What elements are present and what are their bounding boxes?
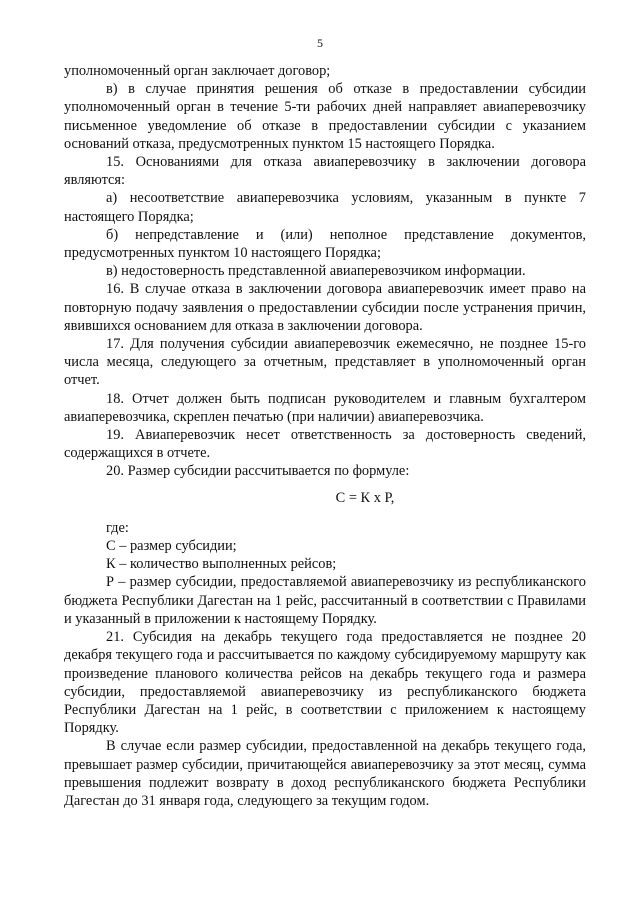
paragraph-15: 15. Основаниями для отказа авиаперевозчику в заключении договора являются: xyxy=(64,154,586,189)
paragraph-14v: в) в случае принятия решения об отказе в предоставлении субсидии уполномоченный орган в течение 5-ти рабочих дней направляет авиаперевозчику письменное уведомление об отказе в предоставлении субсидии с указанием оснований отказа, предусмотренных пунктом 15 настоящего Порядка. xyxy=(64,81,586,152)
paragraph-21: 21. Субсидия на декабрь текущего года предоставляется не позднее 20 декабря текущего года и рассчитывается по каждому субсидируемому маршруту как произведение планового количества рейсов на декабрь текущего года и размера субсидии, предоставляемой авиаперевозчику из республиканского бюджета Республики Дагестан на 1 рейс, в соответствии с приложением к настоящему Порядку. xyxy=(64,629,586,737)
paragraph-20: 20. Размер субсидии рассчитывается по формуле: xyxy=(106,463,410,480)
paragraph-16: 16. В случае отказа в заключении договора авиаперевозчик имеет право на повторную подачу заявления о предоставлении субсидии после устранения причин, явившихся основанием для отказа в заключении договора. xyxy=(64,281,586,334)
paragraph-15b: б) непредставление и (или) неполное представление документов, предусмотренных пунктом 10 настоящего Порядка; xyxy=(64,226,586,262)
paragraph-17: 17. Для получения субсидии авиаперевозчик ежемесячно, не позднее 15-го числа месяца, следующего за отчетным, представляет в уполномоченный орган отчет. xyxy=(64,336,586,389)
paragraph-15v: в) недостоверность представленной авиаперевозчиком информации. xyxy=(106,263,526,280)
paragraph-15a: а) несоответствие авиаперевозчика условиям, указанным в пункте 7 настоящего Порядка; xyxy=(64,190,586,225)
definition-k: К – количество выполненных рейсов; xyxy=(106,556,337,573)
subsidy-formula: С = К х Р, xyxy=(335,489,395,506)
definition-p: Р – размер субсидии, предоставляемой авиаперевозчику из республиканского бюджета Республики Дагестан на 1 рейс, рассчитанный в соответствии с Правилами и указанный в приложении к настоящему Порядку. xyxy=(64,574,586,627)
paragraph-21-excess: В случае если размер субсидии, предоставленной на декабрь текущего года, превышает размер субсидии, причитающейся авиаперевозчику за этот месяц, сумма превышения подлежит возврату в доход республиканского бюджета Республики Дагестан до 31 января года, следующего за текущим годом. xyxy=(64,738,586,809)
definition-c: С – размер субсидии; xyxy=(106,538,237,555)
document-body xyxy=(64,62,586,810)
paragraph-19: 19. Авиаперевозчик несет ответственность за достоверность сведений, содержащихся в отчете. xyxy=(64,427,586,462)
paragraph: уполномоченный орган заключает договор; xyxy=(64,63,331,79)
definition-where: где: xyxy=(106,519,129,536)
paragraph-18: 18. Отчет должен быть подписан руководителем и главным бухгалтером авиаперевозчика, скреплен печатью (при наличии) авиаперевозчика. xyxy=(64,390,586,425)
page-number: 5 xyxy=(317,36,323,50)
